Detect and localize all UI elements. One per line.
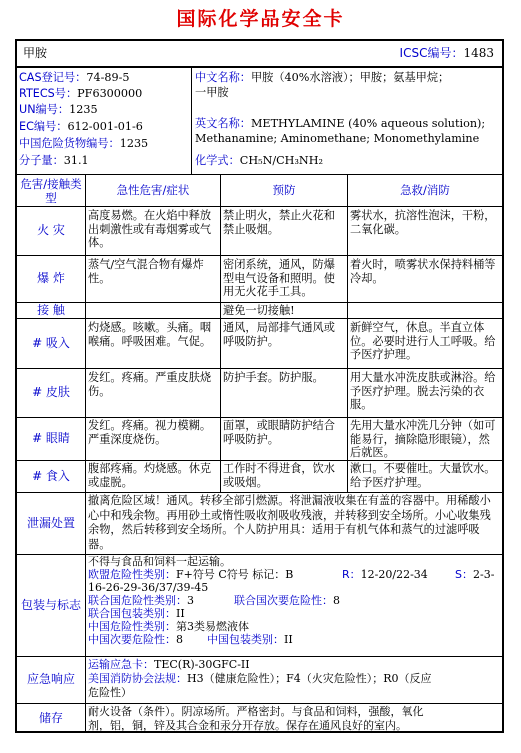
rtecs-number: RTECS号：PF6300000 [19,87,143,100]
row-eyes-type: # 眼睛 [32,431,70,446]
header-acute: 急性危害/症状 [116,182,190,197]
row-skin-aid: 用大量水冲洗皮肤或淋浴。给予医疗护理。脱去污染的衣服。 [350,371,496,412]
row-fire-prevent: 禁止明火，禁止火花和禁止吸烟。 [223,209,335,236]
chemical-formula: 化学式：CH₅N/CH₃NH₂ [195,154,323,167]
row-eyes-aid: 先用大量水冲洗几分钟（如可能易行，摘除隐形眼镜），然后就医。 [350,419,496,460]
row-explosion-aid: 着火时，喷雾状水保持料桶等冷却。 [350,258,496,285]
chinese-name-cont: 一甲胺 [195,86,229,99]
storage-text-1: 耐火设备（条件）。阴凉场所。严格密封。与食品和饲料，强酸，氧化 [88,705,424,718]
storage-label: 储存 [38,710,63,725]
page-title: 国际化学品安全卡 [176,8,345,30]
safety-card [15,39,504,733]
row-fire-aid: 雾状水，抗溶性泡沫，干粉，二氧化碳。 [350,209,496,236]
row-eyes-symptom: 发红。疼痛。视力模糊。严重深度烧伤。 [88,419,212,446]
molecular-weight: 分子量：31.1 [19,154,89,167]
packaging-cn-sub: 中国次要危险性：8 [88,633,183,646]
row-ingestion-prevent: 工作时不得进食，饮水或吸烟。 [223,462,335,489]
row-skin-symptom: 发红。疼痛。严重皮肤烧伤。 [88,371,212,398]
storage-text-2: 剂，铝，铜，锌及其合金和汞分开存放。保存在通风良好的室内。 [88,719,407,732]
row-contact-type: 接 触 [37,302,65,317]
emergency-label: 应急响应 [26,672,75,687]
header-prevent: 预防 [272,182,296,197]
packaging-r-phrases: R：12-20/22-34 [342,568,428,581]
packaging-transport: 不得与食品和饲料一起运输。 [88,555,231,568]
row-ingestion-aid: 漱口。不要催吐。大量饮水。给予医疗护理。 [350,462,496,489]
cn-danger-number: 中国危险货物编号：1235 [19,137,149,150]
row-ingestion-symptom: 腹部疼痛。灼烧感。休克或虚脱。 [88,462,212,489]
row-skin-type: # 皮肤 [32,385,70,400]
un-number: UN编号：1235 [19,103,98,116]
packaging-s-phrases-cont: 16-26-29-36/37/39-45 [88,581,209,594]
row-inhalation-prevent: 通风，局部排气通风或呼吸防护。 [223,321,335,348]
ec-number: EC编号：612-001-01-6 [19,120,143,133]
row-fire-symptom: 高度易燃。在火焰中释放出刺激性或有毒烟雾或气体。 [88,209,212,250]
chinese-name: 中文名称：甲胺（40%水溶液）；甲胺；氨基甲烷； [195,71,450,84]
icsc-number: ICSC编号：1483 [399,46,494,60]
row-inhalation-aid: 新鲜空气，休息。半直立体位。必要时进行人工呼吸。给予医疗护理。 [350,321,496,362]
row-explosion-symptom: 蒸气/空气混合物有爆炸性。 [88,258,204,285]
packaging-label: 包装与标志 [20,597,81,612]
packaging-cn-hazard: 中国危险性类别：第3类易燃液体 [88,620,249,633]
spill-text: 撤离危险区域！通风。转移全部引燃源。将泄漏液收集在有盖的容器中。用稀酸小心中和残余物。再用砂土或惰性吸收剂吸收残液，并转移到安全场所。小心收集残余物，然后转移到安全场所。个人防护用具：适用于有机气体和蒸气的过滤呼吸器。 [88,494,491,551]
emergency-nfpa-cont: 危险性） [88,686,132,699]
english-name-cont: Methanamine; Aminomethane; Monomethylamine [195,132,480,145]
emergency-card: 运输应急卡：TEC(R)-30GFC-II [88,658,250,671]
packaging-un-hazard: 联合国危险性类别：3 [88,594,194,607]
packaging-un-pack: 联合国包装类别：II [88,607,185,620]
row-ingestion-type: # 食入 [32,468,70,483]
cas-number: CAS登记号：74-89-5 [19,71,130,84]
emergency-nfpa: 美国消防协会法规：H3（健康危险性）；F4（火灾危险性）；R0（反应 [88,672,432,685]
row-inhalation-type: # 吸入 [32,335,70,350]
packaging-s-phrases: S：2-3- [455,568,495,581]
packaging-cn-pack: 中国包装类别：II [207,633,293,646]
row-eyes-prevent: 面罩，或眼睛防护结合呼吸防护。 [223,419,335,446]
english-name: 英文名称：METHYLAMINE (40% aqueous solution); [195,117,486,130]
packaging-eu: 欧盟危险性类别：F+符号 C符号 标记：B [88,568,294,581]
header-firstaid: 急救/消防 [400,182,450,197]
row-explosion-prevent: 密闭系统，通风，防爆型电气设备和照明。使用无火花手工具。 [223,258,335,299]
header-type: 危害/接触类型 [20,176,82,205]
row-fire-type: 火 灾 [37,223,65,238]
spill-label: 泄漏处置 [26,515,75,530]
row-contact-prevent: 避免一切接触! [223,304,295,317]
chemical-name: 甲胺 [23,46,48,60]
row-inhalation-symptom: 灼烧感。咳嗽。头痛。咽喉痛。呼吸困难。气促。 [88,321,212,348]
packaging-un-sub: 联合国次要危险性：8 [234,594,340,607]
row-skin-prevent: 防护手套。防护服。 [223,371,324,384]
row-explosion-type: 爆 炸 [37,271,65,286]
